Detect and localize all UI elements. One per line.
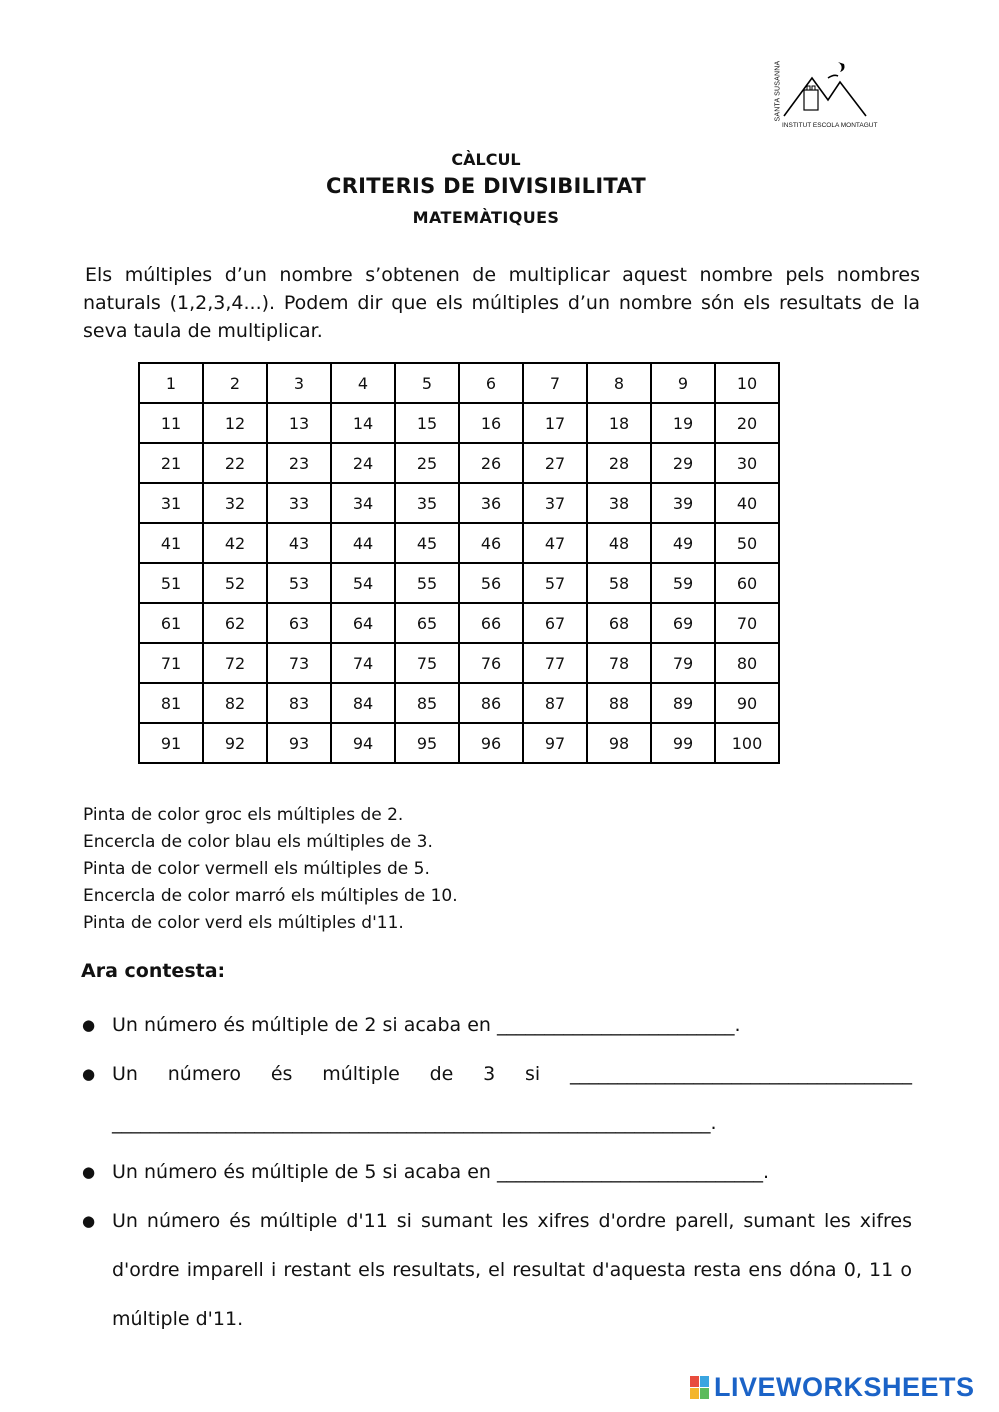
- grid-cell[interactable]: 92: [203, 723, 267, 763]
- grid-cell[interactable]: 79: [651, 643, 715, 683]
- grid-cell[interactable]: 35: [395, 483, 459, 523]
- grid-row: [139, 643, 779, 683]
- grid-cell[interactable]: 83: [267, 683, 331, 723]
- grid-row: [139, 563, 779, 603]
- question-text: Un número és múltiple de 5 si acaba en ____________________________.: [112, 1161, 770, 1183]
- grid-cell[interactable]: 96: [459, 723, 523, 763]
- grid-cell[interactable]: 95: [395, 723, 459, 763]
- grid-cell[interactable]: 2: [203, 363, 267, 403]
- grid-cell[interactable]: 42: [203, 523, 267, 563]
- grid-cell[interactable]: 9: [651, 363, 715, 403]
- grid-cell[interactable]: 1: [139, 363, 203, 403]
- grid-cell[interactable]: 29: [651, 443, 715, 483]
- grid-cell[interactable]: 24: [331, 443, 395, 483]
- grid-cell[interactable]: 91: [139, 723, 203, 763]
- grid-cell[interactable]: 3: [267, 363, 331, 403]
- grid-cell[interactable]: 22: [203, 443, 267, 483]
- grid-cell[interactable]: 47: [523, 523, 587, 563]
- question-text: Un número és múltiple d'11 si sumant les xifres d'ordre parell, sumant les xifres d'ordre imparell i restant els resultats, el resultat d'aquesta resta ens dóna 0, 11 o múltiple d'11.: [112, 1210, 912, 1330]
- grid-cell[interactable]: 94: [331, 723, 395, 763]
- grid-cell[interactable]: 18: [587, 403, 651, 443]
- grid-cell[interactable]: 70: [715, 603, 779, 643]
- grid-cell[interactable]: 51: [139, 563, 203, 603]
- grid-row: [139, 363, 779, 403]
- grid-cell[interactable]: 40: [715, 483, 779, 523]
- grid-cell[interactable]: 14: [331, 403, 395, 443]
- question-text: Un número és múltiple de 2 si acaba en _________________________.: [112, 1014, 741, 1036]
- liveworksheets-mark-icon: [690, 1376, 710, 1400]
- answer-line[interactable]: _______________________________________________________________.: [112, 1112, 717, 1134]
- grid-cell[interactable]: 8: [587, 363, 651, 403]
- logo-bottom-text: INSTITUT ESCOLA MONTAGUT: [782, 122, 878, 129]
- grid-cell[interactable]: 43: [267, 523, 331, 563]
- grid-cell[interactable]: 30: [715, 443, 779, 483]
- grid-cell[interactable]: 84: [331, 683, 395, 723]
- grid-cell[interactable]: 36: [459, 483, 523, 523]
- hundred-grid: [138, 362, 780, 764]
- grid-cell[interactable]: 71: [139, 643, 203, 683]
- grid-cell[interactable]: 64: [331, 603, 395, 643]
- brand-name: LIVEWORKSHEETS: [714, 1372, 975, 1402]
- grid-cell[interactable]: 54: [331, 563, 395, 603]
- instruction-item: Encercla de color blau els múltiples de 3.: [83, 832, 433, 852]
- grid-cell[interactable]: 52: [203, 563, 267, 603]
- grid-cell[interactable]: 33: [267, 483, 331, 523]
- grid-cell[interactable]: 28: [587, 443, 651, 483]
- question-line: Un número és múltiple de 3 si ____________________________________: [112, 1063, 912, 1085]
- grid-cell[interactable]: 50: [715, 523, 779, 563]
- grid-row: [139, 523, 779, 563]
- grid-cell[interactable]: 58: [587, 563, 651, 603]
- instruction-item: Pinta de color verd els múltiples d'11.: [83, 913, 404, 933]
- grid-cell[interactable]: 76: [459, 643, 523, 683]
- grid-cell[interactable]: 11: [139, 403, 203, 443]
- grid-row: [139, 403, 779, 443]
- grid-cell[interactable]: 25: [395, 443, 459, 483]
- grid-cell[interactable]: 16: [459, 403, 523, 443]
- mountain-icon: [766, 60, 870, 122]
- grid-cell[interactable]: 99: [651, 723, 715, 763]
- grid-cell[interactable]: 26: [459, 443, 523, 483]
- instruction-item: Pinta de color vermell els múltiples de 5.: [83, 859, 430, 879]
- intro-paragraph: Els múltiples d’un nombre s’obtenen de multiplicar aquest nombre pels nombres naturals (1,2,3,4...). Podem dir que els múltiples d’un nombre són els resultats de la seva taula de multiplicar.: [83, 264, 920, 342]
- grid-cell[interactable]: 80: [715, 643, 779, 683]
- grid-cell[interactable]: 59: [651, 563, 715, 603]
- grid-cell[interactable]: 87: [523, 683, 587, 723]
- grid-cell[interactable]: 17: [523, 403, 587, 443]
- grid-cell[interactable]: 44: [331, 523, 395, 563]
- grid-cell[interactable]: 75: [395, 643, 459, 683]
- grid-cell[interactable]: 69: [651, 603, 715, 643]
- grid-cell[interactable]: 61: [139, 603, 203, 643]
- grid-cell[interactable]: 57: [523, 563, 587, 603]
- grid-cell[interactable]: 12: [203, 403, 267, 443]
- grid-cell[interactable]: 86: [459, 683, 523, 723]
- bullet-icon: ●: [82, 1163, 96, 1181]
- grid-cell[interactable]: 74: [331, 643, 395, 683]
- grid-cell[interactable]: 19: [651, 403, 715, 443]
- subject-label: CÀLCUL: [451, 150, 521, 169]
- logo-side-text: SANTA SUSANNA: [774, 60, 782, 122]
- grid-cell[interactable]: 55: [395, 563, 459, 603]
- grid-cell[interactable]: 23: [267, 443, 331, 483]
- page-title: CRITERIS DE DIVISIBILITAT: [326, 174, 646, 198]
- grid-cell[interactable]: 73: [267, 643, 331, 683]
- grid-cell[interactable]: 49: [651, 523, 715, 563]
- grid-row: [139, 723, 779, 763]
- grid-cell[interactable]: 48: [587, 523, 651, 563]
- course-label: MATEMÀTIQUES: [412, 208, 560, 227]
- question-text: [112, 1050, 912, 1148]
- grid-row: [139, 483, 779, 523]
- grid-cell[interactable]: 77: [523, 643, 587, 683]
- grid-cell[interactable]: 5: [395, 363, 459, 403]
- grid-cell[interactable]: 97: [523, 723, 587, 763]
- grid-cell[interactable]: 15: [395, 403, 459, 443]
- grid-cell[interactable]: 89: [651, 683, 715, 723]
- grid-cell[interactable]: 46: [459, 523, 523, 563]
- grid-cell[interactable]: 20: [715, 403, 779, 443]
- instructions-list: [83, 802, 458, 937]
- grid-cell[interactable]: 41: [139, 523, 203, 563]
- grid-cell[interactable]: 10: [715, 363, 779, 403]
- grid-cell[interactable]: 13: [267, 403, 331, 443]
- grid-cell[interactable]: 88: [587, 683, 651, 723]
- grid-cell[interactable]: 98: [587, 723, 651, 763]
- grid-row: [139, 443, 779, 483]
- instruction-item: Pinta de color groc els múltiples de 2.: [83, 805, 404, 825]
- grid-cell[interactable]: 38: [587, 483, 651, 523]
- grid-cell[interactable]: 93: [267, 723, 331, 763]
- grid-cell[interactable]: 27: [523, 443, 587, 483]
- grid-cell[interactable]: 68: [587, 603, 651, 643]
- grid-row: [139, 683, 779, 723]
- grid-cell[interactable]: 39: [651, 483, 715, 523]
- grid-cell[interactable]: 85: [395, 683, 459, 723]
- grid-cell[interactable]: 78: [587, 643, 651, 683]
- grid-cell[interactable]: 67: [523, 603, 587, 643]
- grid-cell[interactable]: 34: [331, 483, 395, 523]
- grid-cell[interactable]: 7: [523, 363, 587, 403]
- grid-cell[interactable]: 53: [267, 563, 331, 603]
- grid-cell[interactable]: 62: [203, 603, 267, 643]
- grid-cell[interactable]: 81: [139, 683, 203, 723]
- grid-cell[interactable]: 60: [715, 563, 779, 603]
- grid-cell[interactable]: 100: [715, 723, 779, 763]
- grid-cell[interactable]: 82: [203, 683, 267, 723]
- answer-heading: Ara contesta:: [81, 960, 226, 982]
- grid-cell[interactable]: 4: [331, 363, 395, 403]
- grid-cell[interactable]: 63: [267, 603, 331, 643]
- grid-cell[interactable]: 66: [459, 603, 523, 643]
- grid-cell[interactable]: 32: [203, 483, 267, 523]
- school-logo: [766, 60, 878, 132]
- grid-cell[interactable]: 65: [395, 603, 459, 643]
- bullet-icon: ●: [82, 1016, 96, 1034]
- bullet-icon: ●: [82, 1212, 96, 1230]
- grid-cell[interactable]: 56: [459, 563, 523, 603]
- grid-cell[interactable]: 31: [139, 483, 203, 523]
- grid-cell[interactable]: 6: [459, 363, 523, 403]
- grid-cell[interactable]: 45: [395, 523, 459, 563]
- grid-cell[interactable]: 37: [523, 483, 587, 523]
- grid-cell[interactable]: 72: [203, 643, 267, 683]
- instruction-item: Encercla de color marró els múltiples de 10.: [83, 886, 458, 906]
- grid-cell[interactable]: 90: [715, 683, 779, 723]
- grid-row: [139, 603, 779, 643]
- grid-cell[interactable]: 21: [139, 443, 203, 483]
- bullet-icon: ●: [82, 1065, 96, 1083]
